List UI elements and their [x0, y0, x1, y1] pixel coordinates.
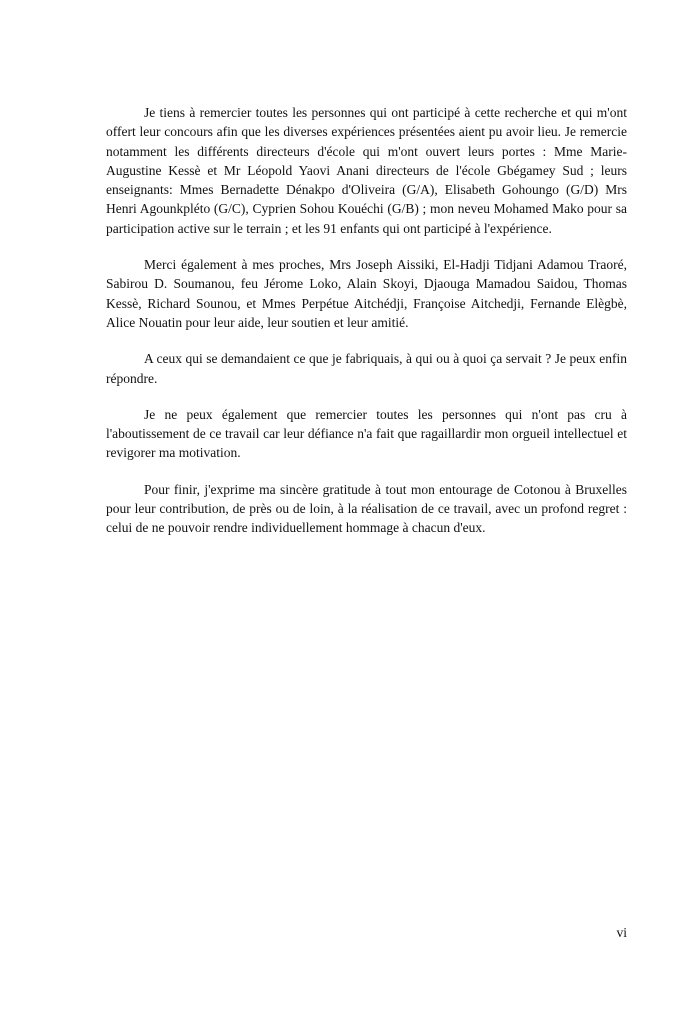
- page-number: vi: [616, 925, 627, 940]
- paragraph-answer: A ceux qui se demandaient ce que je fabriquais, à qui ou à quoi ça servait ? Je peux enfin répondre.: [106, 351, 627, 386]
- paragraph-thanks-relatives: Merci également à mes proches, Mrs Joseph Aissiki, El-Hadji Tidjani Adamou Traoré, Sabirou D. Soumanou, feu Jérome Loko, Alain Skoyi, Djaouga Mamadou Saidou, Thomas Kessè, Richard Sounou, et Mmes Perpétue Aitchédji, Françoise Aitchedji, Fernande Elègbè, Alice Nouatin pour leur aide, leur soutien et leur amitié.: [106, 257, 627, 330]
- paragraph-thanks-participants: Je tiens à remercier toutes les personnes qui ont participé à cette recherche et qui m'ont offert leur concours afin que les diverses expériences présentées aient pu avoir lieu. Je remercie notamment les différents directeurs d'école qui m'ont ouvert leurs portes : Mme Marie-Augustine Kessè et Mr Léopold Yaovi Anani directeurs de l'école Gbégamey Sud ; leurs enseignants: Mmes Bernadette Dénakpo d'Oliveira (G/A), Elisabeth Gohoungo (G/D) Mrs Henri Agounkpléto (G/C), Cyprien Sohou Kouéchi (G/B) ; mon neveu Mohamed Mako pour sa participation active sur le terrain ; et les 91 enfants qui ont participé à l'expérience.: [106, 105, 627, 236]
- paragraph-thanks-doubters: Je ne peux également que remercier toutes les personnes qui n'ont pas cru à l'aboutissement de ce travail car leur défiance n'a fait que ragaillardir mon orgueil intellectuel et revigorer ma motivation.: [106, 406, 627, 461]
- paragraph-final-gratitude: Pour finir, j'exprime ma sincère gratitude à tout mon entourage de Cotonou à Bruxelles pour leur contribution, de près ou de loin, à la réalisation de ce travail, avec un profond regret : celui de ne pouvoir rendre individuellement hommage à chacun d'eux.: [106, 481, 627, 536]
- acknowledgements-body: [106, 103, 627, 555]
